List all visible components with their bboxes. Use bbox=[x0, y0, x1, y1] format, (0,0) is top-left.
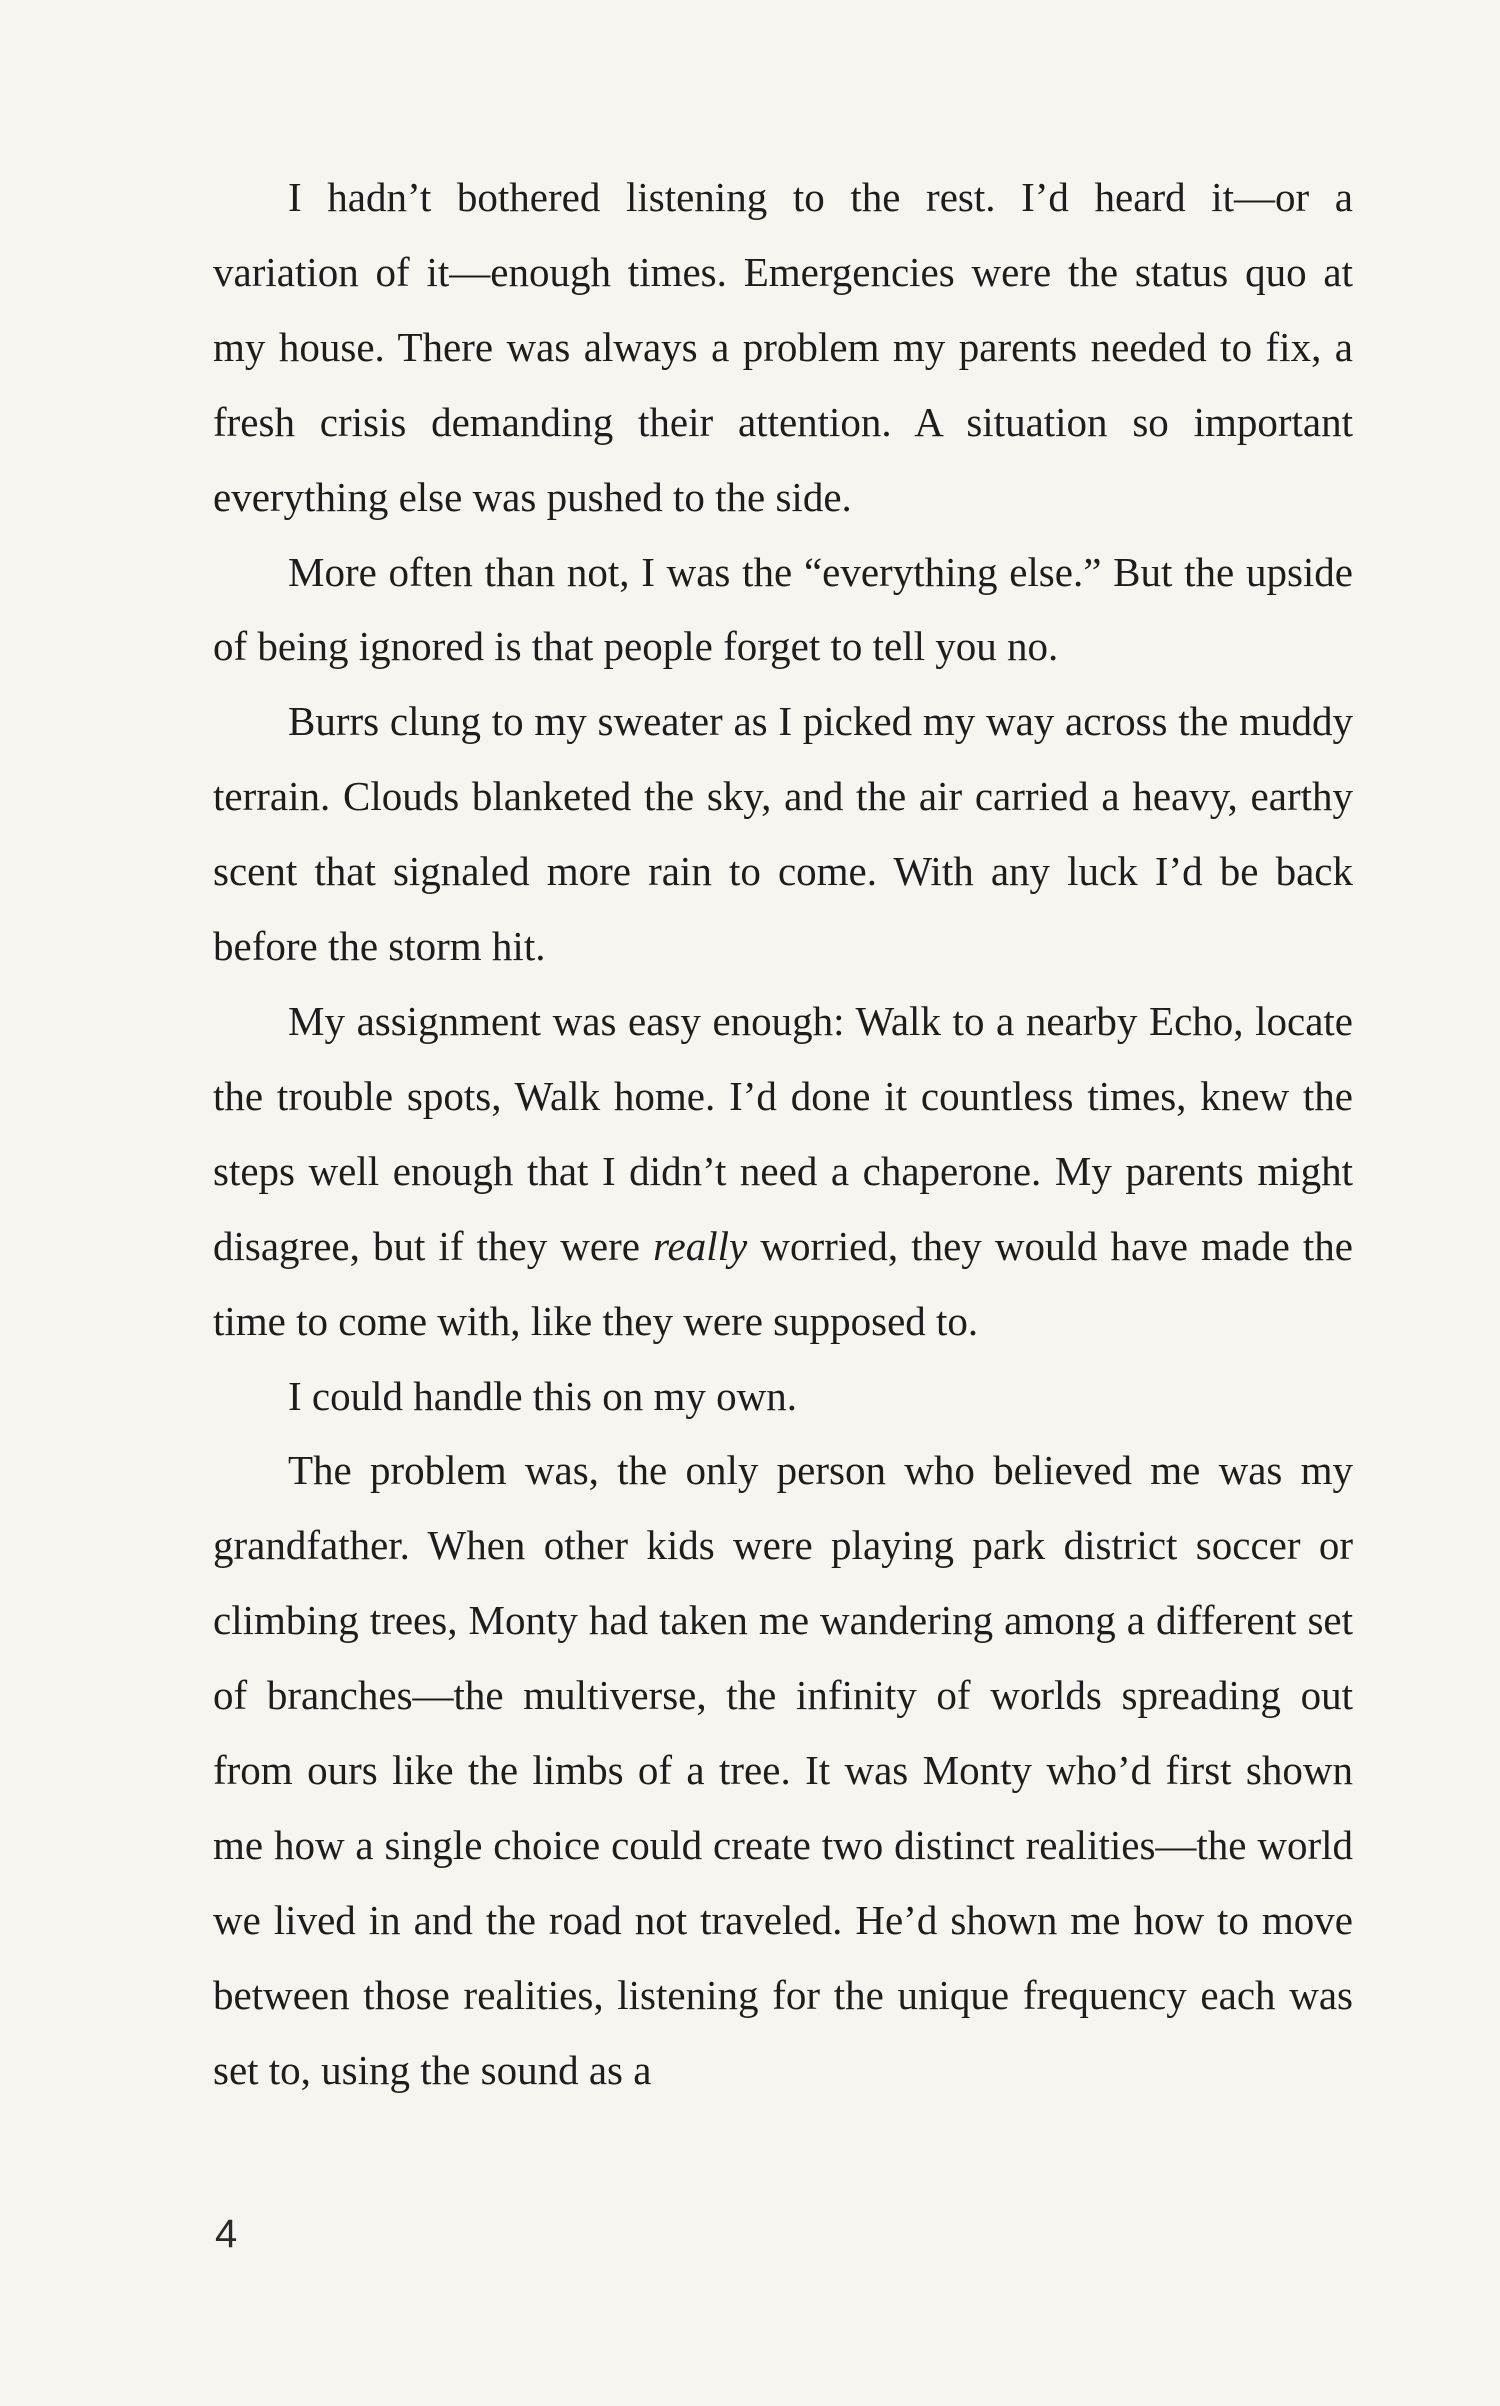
paragraph-6: The problem was, the only person who believed me was my grandfather. When other kids were playing park district soccer or climbing trees, Monty had taken me wandering among a different set of branches—the multiverse, the infinity of worlds spreading out from ours like the limbs of a tree. It was Monty who’d first shown me how a single choice could create two distinct realities—the world we lived in and the road not traveled. He’d shown me how to move between those realities, listening for the unique frequency each was set to, using the sound as a bbox=[213, 1447, 1353, 2093]
paragraph-3: Burrs clung to my sweater as I picked my way across the muddy terrain. Clouds blanketed the sky, and the air carried a heavy, earthy scent that signaled more rain to come. With any luck I’d be back before the storm hit. bbox=[213, 698, 1353, 970]
paragraph-4 bbox=[213, 984, 1353, 1359]
paragraph-2: More often than not, I was the “everything else.” But the upside of being ignored is that people forget to tell you no. bbox=[213, 548, 1353, 670]
paragraph-4-emphasis: really bbox=[653, 1222, 748, 1269]
paragraph-5: I could handle this on my own. bbox=[288, 1372, 798, 1419]
page-number: 4 bbox=[215, 2212, 238, 2256]
paragraph-4-text-before: My assignment was easy enough: Walk to a nearby Echo, locate the trouble spots, Walk home. I’d done it countless times, knew the steps well enough that I didn’t need a chaperone. My parents might disagree, but if they were bbox=[213, 997, 1353, 1269]
paragraph-1: I hadn’t bothered listening to the rest. I’d heard it—or a variation of it—enough times. Emergencies were the status quo at my house. There was always a problem my parents needed to fix, a fresh crisis demanding their attention. A situation so important everything else was pushed to the side. bbox=[213, 174, 1353, 520]
paragraph-4-text-after: worried, they would have made the time to come with, like they were supposed to. bbox=[213, 1222, 1353, 1344]
body-text bbox=[213, 160, 1353, 2108]
